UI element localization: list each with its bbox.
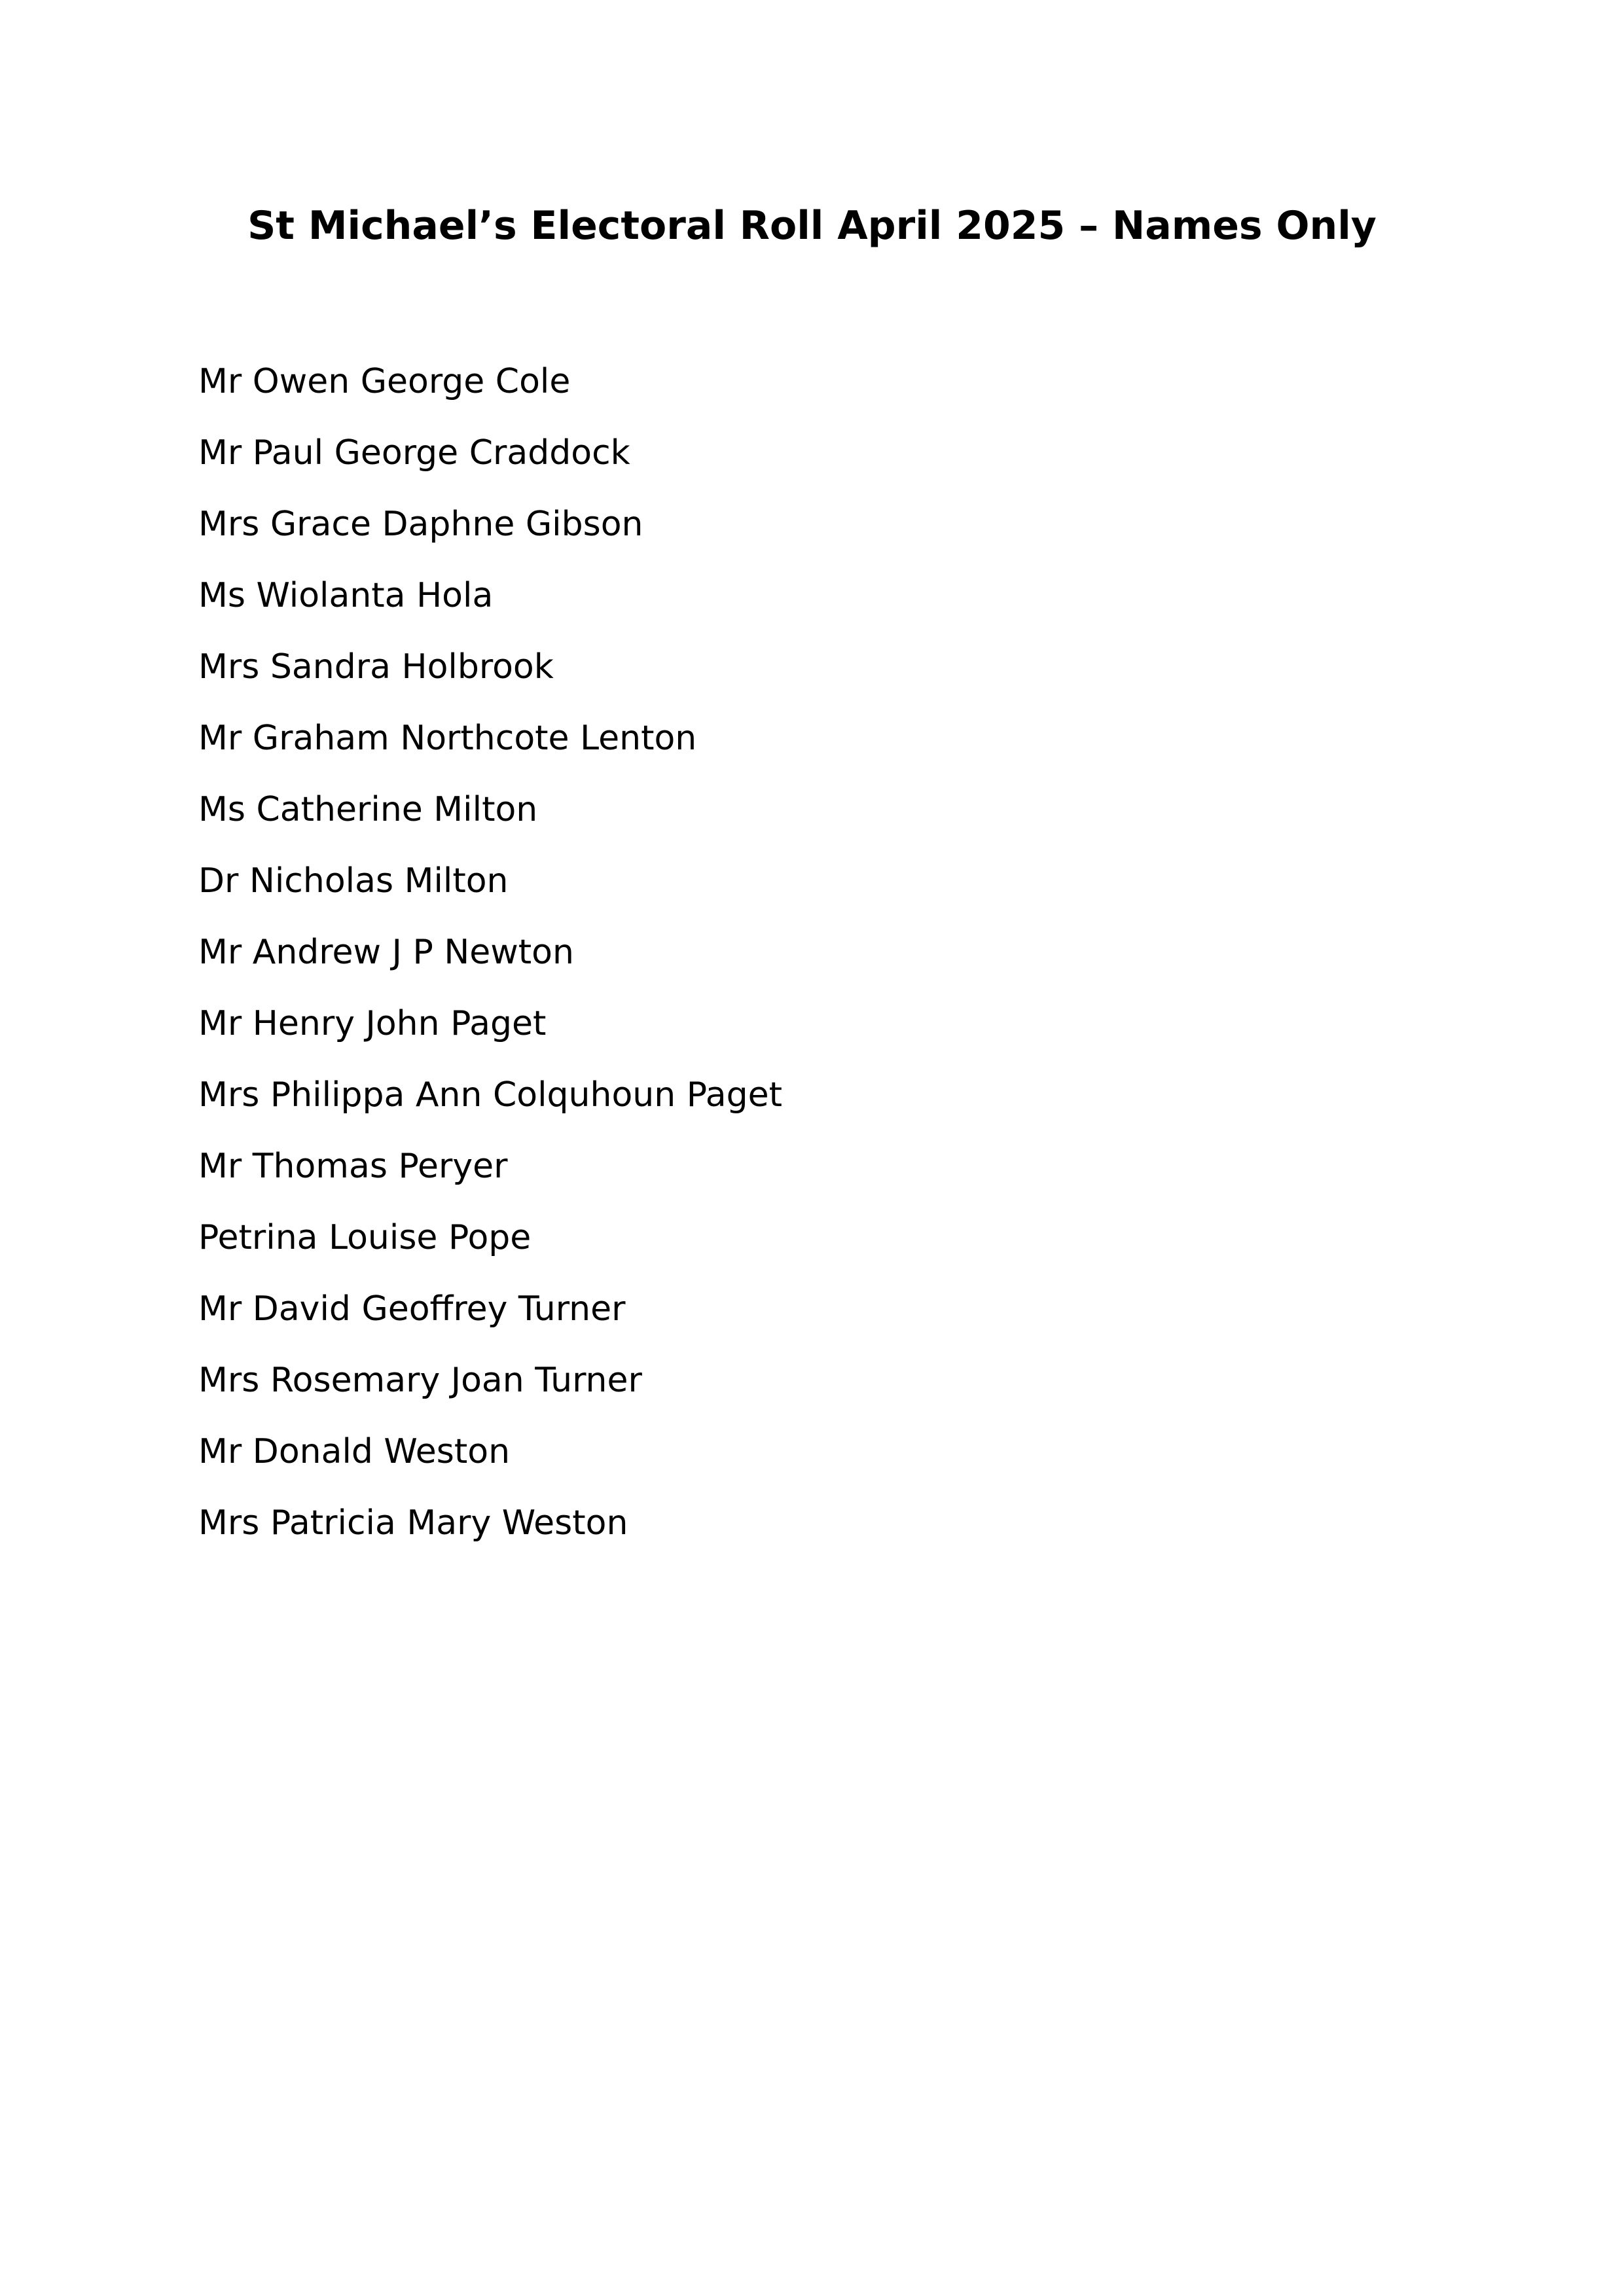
- list-item: Mr David Geoffrey Turner: [198, 1289, 626, 1329]
- list-item: Mr Paul George Craddock: [198, 433, 630, 473]
- list-item: Mrs Sandra Holbrook: [198, 647, 554, 687]
- list-item: Dr Nicholas Milton: [198, 861, 509, 901]
- electoral-roll-list: [198, 352, 782, 1565]
- list-item: Ms Wiolanta Hola: [198, 576, 494, 615]
- list-item: Mrs Rosemary Joan Turner: [198, 1361, 642, 1400]
- list-item: Mr Donald Weston: [198, 1432, 511, 1471]
- list-item: Mr Graham Northcote Lenton: [198, 719, 697, 758]
- list-item: Mr Henry John Paget: [198, 1004, 547, 1043]
- list-item: Ms Catherine Milton: [198, 790, 538, 829]
- list-item: Mrs Grace Daphne Gibson: [198, 505, 643, 544]
- list-item: Mrs Patricia Mary Weston: [198, 1503, 628, 1543]
- list-item: Petrina Louise Pope: [198, 1218, 532, 1257]
- list-item: Mr Andrew J P Newton: [198, 933, 574, 972]
- page-title: St Michael’s Electoral Roll April 2025 – Names Only: [247, 203, 1377, 249]
- list-item: Mr Thomas Peryer: [198, 1147, 508, 1186]
- list-item: Mrs Philippa Ann Colquhoun Paget: [198, 1075, 782, 1115]
- list-item: Mr Owen George Cole: [198, 362, 571, 401]
